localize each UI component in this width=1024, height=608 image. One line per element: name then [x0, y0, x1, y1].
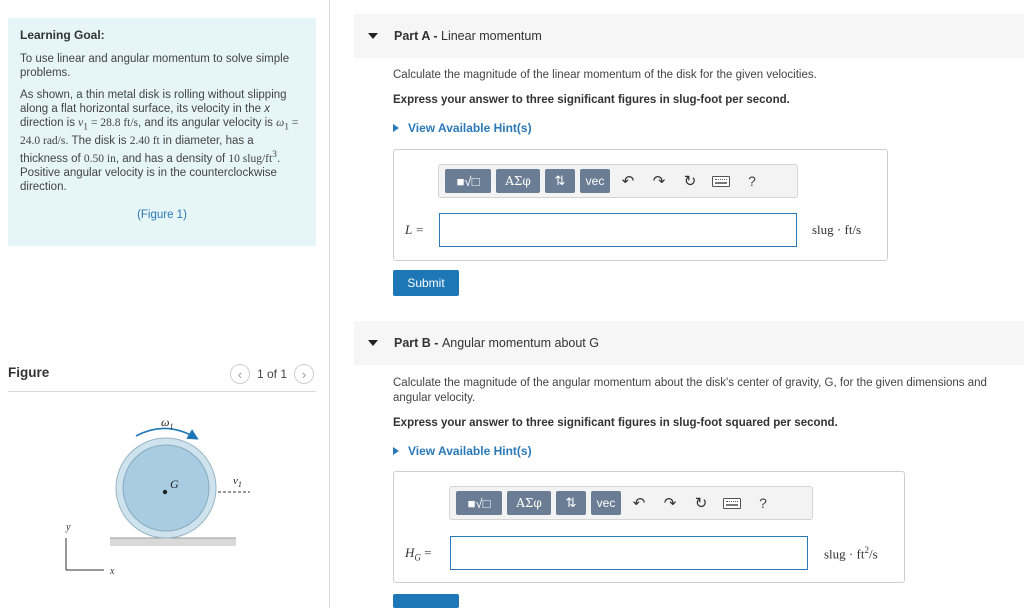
vector-button[interactable]: vec [580, 169, 610, 193]
learning-goal-description: As shown, a thin metal disk is rolling without slipping along a flat horizontal surface, its velocity in the x direction is $v_1 = 28.8$ ft/s, and its angular velocity is $\omega_1 = 24.0$ rad/s. The disk is 2.40 ft in diameter, has a thickness of 0.50 in, and has a density of 10 slug/$ft^3$. Positive angular velocity is in the counterclockwise direction. [20, 89, 299, 194]
disk-inner [123, 445, 209, 531]
part-b-hint[interactable]: View Available Hint(s) [393, 444, 532, 458]
learning-goal-intro: To use linear and angular momentum to solve simple problems. [20, 53, 290, 79]
part-a-math-toolbar [438, 164, 798, 198]
subscript-superscript-button[interactable]: ⇅ [545, 169, 575, 193]
templates-button[interactable]: ■√□ [445, 169, 491, 193]
part-a-submit-button[interactable]: Submit [393, 270, 459, 296]
greek-symbols-button[interactable]: ΑΣφ [507, 491, 551, 515]
subscript-superscript-button[interactable]: ⇅ [556, 491, 586, 515]
collapse-caret-icon[interactable] [368, 33, 378, 39]
figure-title: Figure [8, 365, 50, 380]
center-dot [163, 490, 167, 494]
greek-symbols-button[interactable]: ΑΣφ [496, 169, 540, 193]
reset-icon[interactable]: ↻ [694, 495, 708, 512]
redo-icon[interactable]: ↷ [663, 495, 677, 512]
help-button[interactable]: ? [759, 495, 767, 511]
undo-icon[interactable]: ↶ [632, 495, 646, 512]
part-a-hint[interactable]: View Available Hint(s) [393, 121, 532, 135]
part-b-math-toolbar [449, 486, 813, 520]
part-b-answer-label: $H_G$ = [405, 545, 432, 563]
pager-text: 1 of 1 [256, 367, 287, 381]
part-b-express: Express your answer to three significant figures in slug-foot squared per second. [393, 417, 838, 429]
part-b-instruction: Calculate the magnitude of the angular momentum about the disk's center of gravity, G, for the given dimensions and angular velocity. [393, 377, 987, 404]
redo-icon[interactable]: ↷ [652, 173, 666, 190]
center-label: G [170, 477, 179, 491]
figure-pager [230, 364, 314, 384]
vector-button[interactable]: vec [591, 491, 621, 515]
left-panel [0, 0, 330, 608]
figure-header [8, 362, 316, 392]
ground [110, 538, 236, 546]
part-a-answer-input[interactable] [439, 213, 797, 247]
part-b-submit-button[interactable] [393, 594, 459, 608]
part-a-header[interactable] [354, 14, 1024, 58]
chevron-left-icon[interactable]: ‹ [230, 364, 250, 384]
x-axis-label: x [110, 566, 115, 577]
reset-icon[interactable]: ↻ [683, 173, 697, 190]
part-a-answer-label: L = [405, 222, 425, 237]
omega-arrow [136, 428, 196, 438]
part-a-instruction: Calculate the magnitude of the linear momentum of the disk for the given velocities. [393, 69, 817, 81]
part-a-express: Express your answer to three significant figures in slug-foot per second. [393, 94, 790, 106]
expand-hint-icon [393, 447, 399, 455]
y-axis-label: y [66, 522, 71, 533]
undo-icon[interactable]: ↶ [621, 173, 635, 190]
templates-button[interactable]: ■√□ [456, 491, 502, 515]
keyboard-icon[interactable] [719, 491, 745, 515]
part-a-answer-box [393, 149, 888, 261]
disk-figure [50, 402, 250, 582]
keyboard-icon[interactable] [708, 169, 734, 193]
omega-label: $\omega_1$ [161, 415, 174, 431]
right-panel [354, 0, 1024, 608]
chevron-right-icon[interactable]: › [294, 364, 314, 384]
learning-goal-box [8, 18, 316, 246]
help-button[interactable]: ? [748, 173, 756, 189]
part-b-answer-box [393, 471, 905, 583]
part-b-header[interactable] [354, 321, 1024, 365]
part-a-unit: slug · ft/s [812, 222, 862, 237]
expand-hint-icon [393, 124, 399, 132]
part-b-title: Part B - Angular momentum about G [394, 336, 599, 350]
velocity-label: $v_1$ [233, 475, 242, 489]
figure-link[interactable]: (Figure 1) [137, 209, 187, 222]
collapse-caret-icon[interactable] [368, 340, 378, 346]
part-a-title: Part A - Linear momentum [394, 29, 542, 43]
part-b-unit: slug · $ft^2/s$ [824, 545, 878, 562]
learning-goal-title: Learning Goal: [20, 28, 105, 42]
part-b-answer-input[interactable] [450, 536, 808, 570]
